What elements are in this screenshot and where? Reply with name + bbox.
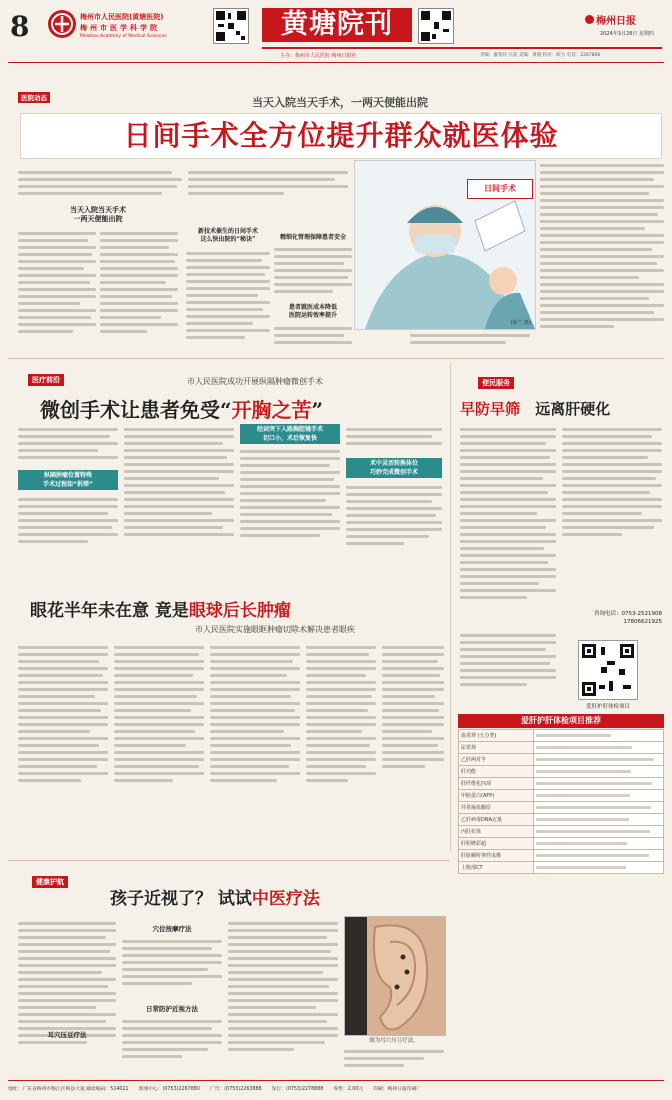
section-tag-convenience: 便民服务: [478, 377, 514, 389]
table-cell-text-placeholder: [536, 806, 651, 809]
article1-col1b: [18, 228, 96, 348]
partner-logo: [585, 12, 636, 27]
article2-col4b: [346, 482, 442, 554]
phone-label: 咨询电话：0753-2521908 17806621925: [594, 611, 662, 625]
article3-kicker: 市人民医院实施眼眶肿瘤切除术解决患者眼疾: [195, 625, 355, 634]
image-caption-box: [467, 179, 533, 199]
hospital-english-name: Meizhou Academy of Medical Sciences: [80, 34, 167, 39]
table-cell-text-placeholder: [536, 854, 649, 857]
table-cell-detail: [534, 754, 664, 766]
article2-headline-part3: ”: [311, 398, 324, 422]
table-cell-detail: [534, 790, 664, 802]
table-row: [459, 802, 664, 814]
table-cell-detail: [534, 838, 664, 850]
article2-subhead-1: 纵隔肿瘤位置特殊 手术过程如“拆弹”: [18, 470, 118, 490]
article2-col1b: [18, 494, 118, 554]
table-row: [459, 814, 664, 826]
article1-headline: 日间手术全方位提升群众就医体验: [20, 113, 662, 159]
article2-subhead-3: 术中灵活转换体位 巧妙完成微创手术: [346, 458, 442, 478]
article3-col4: [306, 642, 376, 802]
header-red-bar: [262, 47, 662, 49]
table-row: [459, 778, 664, 790]
issue-date: 2024年3月28日 星期四: [600, 31, 654, 37]
article2-subhead-2: 经剑突下入路胸腔镜手术 切口小，术后恢复快: [240, 424, 340, 444]
qr-code-liver: [578, 640, 638, 700]
article1-col2: [188, 167, 348, 201]
article3-col2: [114, 642, 204, 802]
article3-col5: [382, 642, 444, 802]
table-row: [459, 850, 664, 862]
table-cell-text-placeholder: [536, 770, 631, 773]
article5-col1: [18, 918, 116, 1068]
table-cell-text-placeholder: [536, 758, 654, 761]
article2-headline-part1: 微创手术让患者免受“: [40, 398, 232, 422]
table-cell-item: 乙肝病毒DNA定量: [459, 814, 534, 826]
article4-col1: [460, 424, 556, 624]
page-number: 8: [10, 10, 30, 43]
footer-address: 地址：广东省梅州市梅江区梅县大道 邮政编码：514021: [8, 1086, 129, 1092]
article1-subhead-3: 精细化管理保障患者安全: [279, 234, 346, 241]
image-credit: (徐兰 摄): [510, 320, 531, 326]
table-row: [459, 730, 664, 742]
table-cell-text-placeholder: [536, 782, 652, 785]
table-row: [459, 838, 664, 850]
qr-code-header-2: [418, 8, 454, 44]
hospital-logo-icon: [48, 10, 76, 38]
article2-kicker: 市人民医院成功开展纵隔肿瘤微创手术: [187, 377, 323, 386]
article1-col2b: [100, 228, 178, 348]
article4-headline: [460, 398, 664, 419]
article3-headline: [30, 596, 440, 621]
table-cell-item: 肝脏瞬时弹性成像: [459, 850, 534, 862]
table-cell-detail: [534, 730, 664, 742]
table-row: [459, 754, 664, 766]
header-divider: [8, 62, 664, 63]
article5-subhead-2: 耳穴压豆疗法: [47, 1031, 87, 1039]
article2-col1: [18, 424, 118, 464]
hospital-name: 梅州市人民医院(黄塘医院): [80, 13, 164, 21]
table-cell-item: 肝纤维化四项: [459, 778, 534, 790]
table-cell-item: 甲胎蛋白(AFP): [459, 790, 534, 802]
table-cell-item: 肝胆脾彩超: [459, 838, 534, 850]
qr-caption: 爱肝护肝体检项目: [585, 704, 630, 710]
table-row: [459, 862, 664, 874]
table-row: [459, 826, 664, 838]
article3-col3: [210, 642, 300, 802]
table-cell-text-placeholder: [536, 746, 632, 749]
section-tag-health: 健康护航: [32, 876, 68, 888]
table-cell-detail: [534, 850, 664, 862]
table-cell-detail: [534, 778, 664, 790]
footer-bar: [8, 1080, 664, 1095]
table-cell-text-placeholder: [536, 866, 626, 869]
table-cell-text-placeholder: [536, 830, 650, 833]
article2-col4: [346, 424, 442, 454]
table-cell-item: 血常规 (五分类): [459, 730, 534, 742]
table-cell-text-placeholder: [536, 842, 627, 845]
article1-col5: [274, 323, 352, 348]
table-row: [459, 766, 664, 778]
table-row: [459, 790, 664, 802]
partner-logo-icon: [585, 15, 594, 24]
masthead-title: 黄塘院刊: [262, 8, 412, 42]
section-tag-hospital-news: 医院动态: [18, 92, 50, 103]
article5-headline-part1: 孩子近视了？ 试试: [110, 889, 252, 909]
table-cell-detail: [534, 862, 664, 874]
table-cell-text-placeholder: [536, 794, 630, 797]
table-cell-item: 乙肝两对半: [459, 754, 534, 766]
article1-col6: [410, 330, 530, 348]
table-cell-detail: [534, 814, 664, 826]
image-caption-text: 日间手术: [484, 184, 516, 193]
article2-col2: [124, 424, 234, 554]
article2-col3: [240, 446, 340, 554]
article4-headline-part2: 远离肝硬化: [535, 400, 611, 418]
section-tag-medical-frontier: 医疗前沿: [28, 374, 64, 386]
article2-headline: [40, 394, 440, 423]
article1-image: [354, 160, 536, 330]
table-cell-item: 肝功能: [459, 766, 534, 778]
editors-line: 责编：廖斐玲 江波 美编：黄晓 校对：欧力 电话：2267866: [480, 53, 601, 58]
article5-col2: [122, 936, 222, 996]
article1-col7: [540, 160, 664, 348]
article5-col3: [228, 918, 338, 1072]
table-cell-detail: [534, 826, 664, 838]
table-cell-item: 丙肝抗体: [459, 826, 534, 838]
table-cell-text-placeholder: [536, 734, 611, 737]
table-cell-detail: [534, 742, 664, 754]
article1-kicker: 当天入院当天手术，一两天便能出院: [252, 96, 428, 109]
partner-name: 梅州日报: [596, 16, 636, 27]
column-divider: [450, 362, 451, 852]
article2-headline-part2: 开胸之苦: [231, 398, 312, 422]
table-title: 爱肝护肝体检项目推荐: [458, 714, 664, 728]
article1-subhead-1: 当天入院当天手术 一两天便能出院: [70, 205, 126, 223]
article1-col1: [18, 167, 182, 201]
article1-col4: [274, 244, 352, 300]
hospital-subname: 梅州市医学科学院: [80, 24, 160, 32]
article3-headline-part1: 眼花半年未在意 竟是: [30, 601, 189, 621]
article1-subhead-4: 患者就医成本降低 医院运转效率提升: [288, 304, 337, 319]
table-cell-item: 异常凝血酶原: [459, 802, 534, 814]
table-cell-detail: [534, 766, 664, 778]
table-cell-item: 上腹部CT: [459, 862, 534, 874]
footer-price: 零售：2.00元: [333, 1086, 364, 1092]
checkup-table-grid: [458, 729, 664, 874]
article5-headline: [110, 884, 430, 909]
article4-col2: [562, 424, 662, 554]
article3-col1: [18, 642, 108, 802]
article5-subhead-3: 日常防护近视方法: [146, 1005, 198, 1013]
table-cell-item: 尿常规: [459, 742, 534, 754]
checkup-table: [458, 729, 664, 874]
article4-headline-part1: 早防早筛: [460, 400, 521, 418]
table-cell-detail: [534, 802, 664, 814]
article5-headline-part2: 中医疗法: [251, 889, 320, 909]
table-cell-text-placeholder: [536, 818, 629, 821]
qr-code-header: [213, 8, 249, 44]
footer-printer: 印刷：梅州日报印刷厂: [373, 1086, 422, 1092]
divider-2: [8, 860, 450, 861]
article3-headline-part2: 眼球后长肿瘤: [188, 601, 291, 621]
sponsor-line: 主办：梅州市人民医院 梅州日报社: [280, 53, 357, 59]
footer-phone-distribution: 发行：(0753)2278888: [271, 1086, 324, 1092]
article5-subhead-1: 穴位按摩疗法: [152, 925, 192, 933]
ear-photo-caption: 图为耳穴压豆疗法。: [369, 1038, 419, 1044]
article5-col2b: [122, 1016, 222, 1072]
divider-1: [8, 358, 664, 359]
article4-col3: [460, 630, 556, 694]
ear-photo: [344, 916, 446, 1036]
article1-subhead-2: 新技术催生的日间手术 这么快出院的“秘诀”: [197, 228, 258, 243]
footer-phone-news: 新闻中心：(0753)2267880: [138, 1086, 200, 1092]
article5-col4: [344, 1046, 444, 1072]
article1-col3: [186, 248, 270, 348]
footer-phone-ads: 广告：(0753)2263888: [209, 1086, 262, 1092]
table-row: [459, 742, 664, 754]
